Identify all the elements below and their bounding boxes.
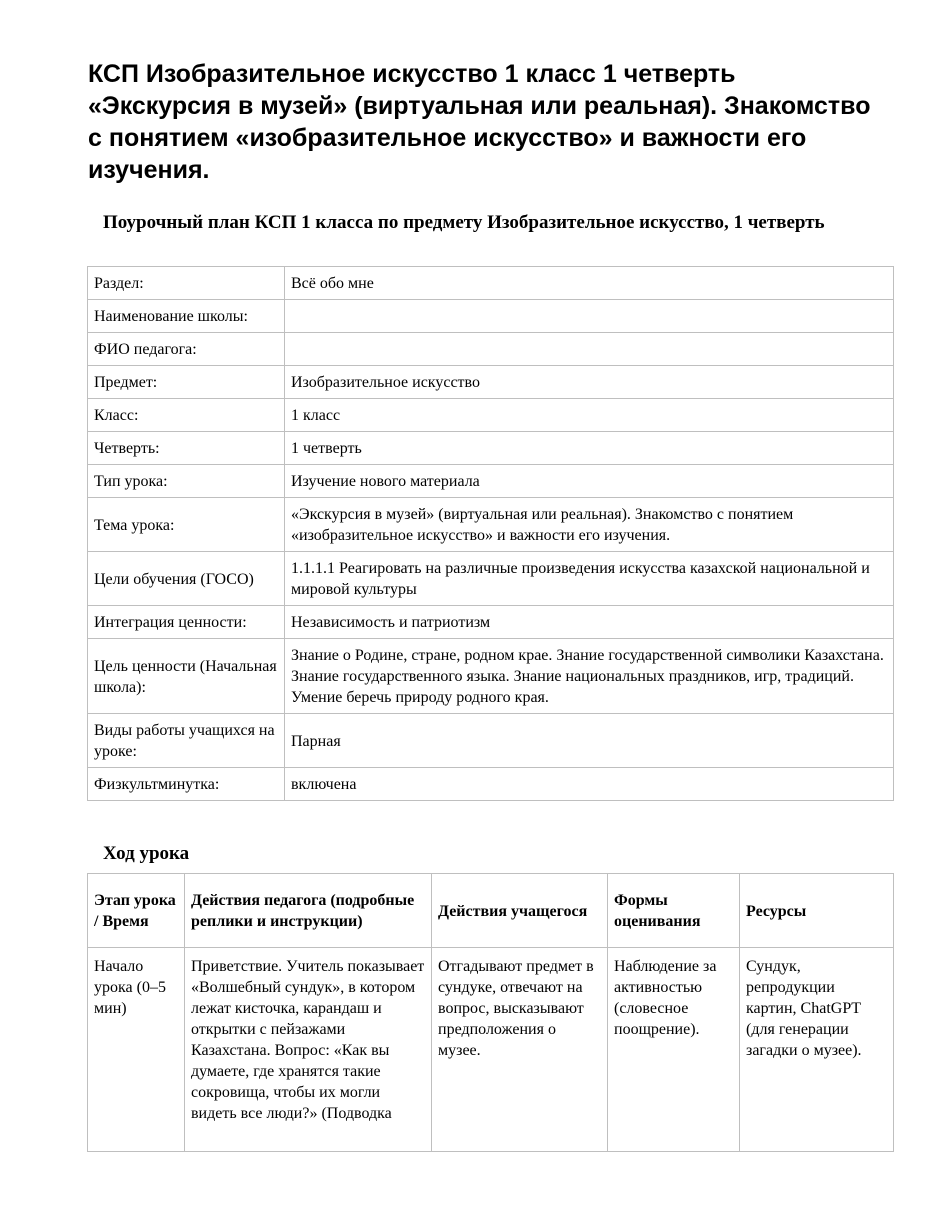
info-value: Независимость и патриотизм	[285, 606, 894, 639]
info-row-value-goal	[88, 639, 894, 714]
info-label: Виды работы учащихся на уроке:	[88, 714, 285, 768]
assessment-cell: Наблюдение за активностью (словесное поощрение).	[608, 948, 740, 1152]
resources-cell: Сундук, репродукции картин, ChatGPT (для генерации загадки о музее).	[740, 948, 894, 1152]
info-label: Четверть:	[88, 432, 285, 465]
column-header-student-actions: Действия учащегося	[432, 874, 608, 948]
column-header-teacher-actions: Действия педагога (подробные реплики и инструкции)	[185, 874, 432, 948]
lesson-steps-table	[87, 873, 894, 1152]
info-value: Парная	[285, 714, 894, 768]
plan-heading: Поурочный план КСП 1 класса по предмету Изобразительное искусство, 1 четверть	[103, 212, 825, 233]
info-value: 1 четверть	[285, 432, 894, 465]
column-header-assessment: Формы оценивания	[608, 874, 740, 948]
info-row-topic	[88, 498, 894, 552]
info-label: Предмет:	[88, 366, 285, 399]
lesson-info-table	[87, 266, 894, 801]
document-title: КСП Изобразительное искусство 1 класс 1 четверть «Экскурсия в музей» (виртуальная или реальная). Знакомство с понятием «изобразительное искусство» и важности его изучения.	[88, 60, 871, 184]
info-value: Знание о Родине, стране, родном крае. Знание государственной символики Казахстана. Знание государственного языка. Знание национальных праздников, игр, традиций. Умение беречь природу родного края.	[285, 639, 894, 714]
info-row-work-types	[88, 714, 894, 768]
info-row-class	[88, 399, 894, 432]
student-actions-cell: Отгадывают предмет в сундуке, отвечают на вопрос, высказывают предположения о музее.	[432, 948, 608, 1152]
info-row-subject	[88, 366, 894, 399]
column-header-resources: Ресурсы	[740, 874, 894, 948]
info-label: Наименование школы:	[88, 300, 285, 333]
info-row-section	[88, 267, 894, 300]
info-value	[285, 300, 894, 333]
info-value: Изучение нового материала	[285, 465, 894, 498]
info-value: Всё обо мне	[285, 267, 894, 300]
info-label: Раздел:	[88, 267, 285, 300]
table-row	[88, 948, 894, 1152]
info-label: Тип урока:	[88, 465, 285, 498]
column-header-stage: Этап урока / Время	[88, 874, 185, 948]
info-row-school	[88, 300, 894, 333]
lesson-progress-heading: Ход урока	[103, 843, 190, 864]
info-row-value-integration	[88, 606, 894, 639]
teacher-actions-cell: Приветствие. Учитель показывает «Волшебный сундук», в котором лежат кисточка, карандаш и открытки с пейзажами Казахстана. Вопрос: «Как вы думаете, где хранятся такие сокровища, чтобы их могли видеть все люди?» (Подводка	[185, 948, 432, 1152]
info-row-lesson-type	[88, 465, 894, 498]
info-row-quarter	[88, 432, 894, 465]
info-label: Тема урока:	[88, 498, 285, 552]
info-label: Физкультминутка:	[88, 768, 285, 801]
info-label: ФИО педагога:	[88, 333, 285, 366]
table-header-row	[88, 874, 894, 948]
info-value	[285, 333, 894, 366]
info-row-teacher	[88, 333, 894, 366]
info-label: Интеграция ценности:	[88, 606, 285, 639]
stage-cell: Начало урока (0–5 мин)	[88, 948, 185, 1152]
info-label: Цель ценности (Начальная школа):	[88, 639, 285, 714]
info-row-exercise-break	[88, 768, 894, 801]
info-value: 1 класс	[285, 399, 894, 432]
info-value: «Экскурсия в музей» (виртуальная или реальная). Знакомство с понятием «изобразительное искусство» и важности его изучения.	[285, 498, 894, 552]
info-row-learning-goals	[88, 552, 894, 606]
info-value: включена	[285, 768, 894, 801]
info-label: Цели обучения (ГОСО)	[88, 552, 285, 606]
info-label: Класс:	[88, 399, 285, 432]
info-value: 1.1.1.1 Реагировать на различные произведения искусства казахской национальной и мировой культуры	[285, 552, 894, 606]
info-value: Изобразительное искусство	[285, 366, 894, 399]
